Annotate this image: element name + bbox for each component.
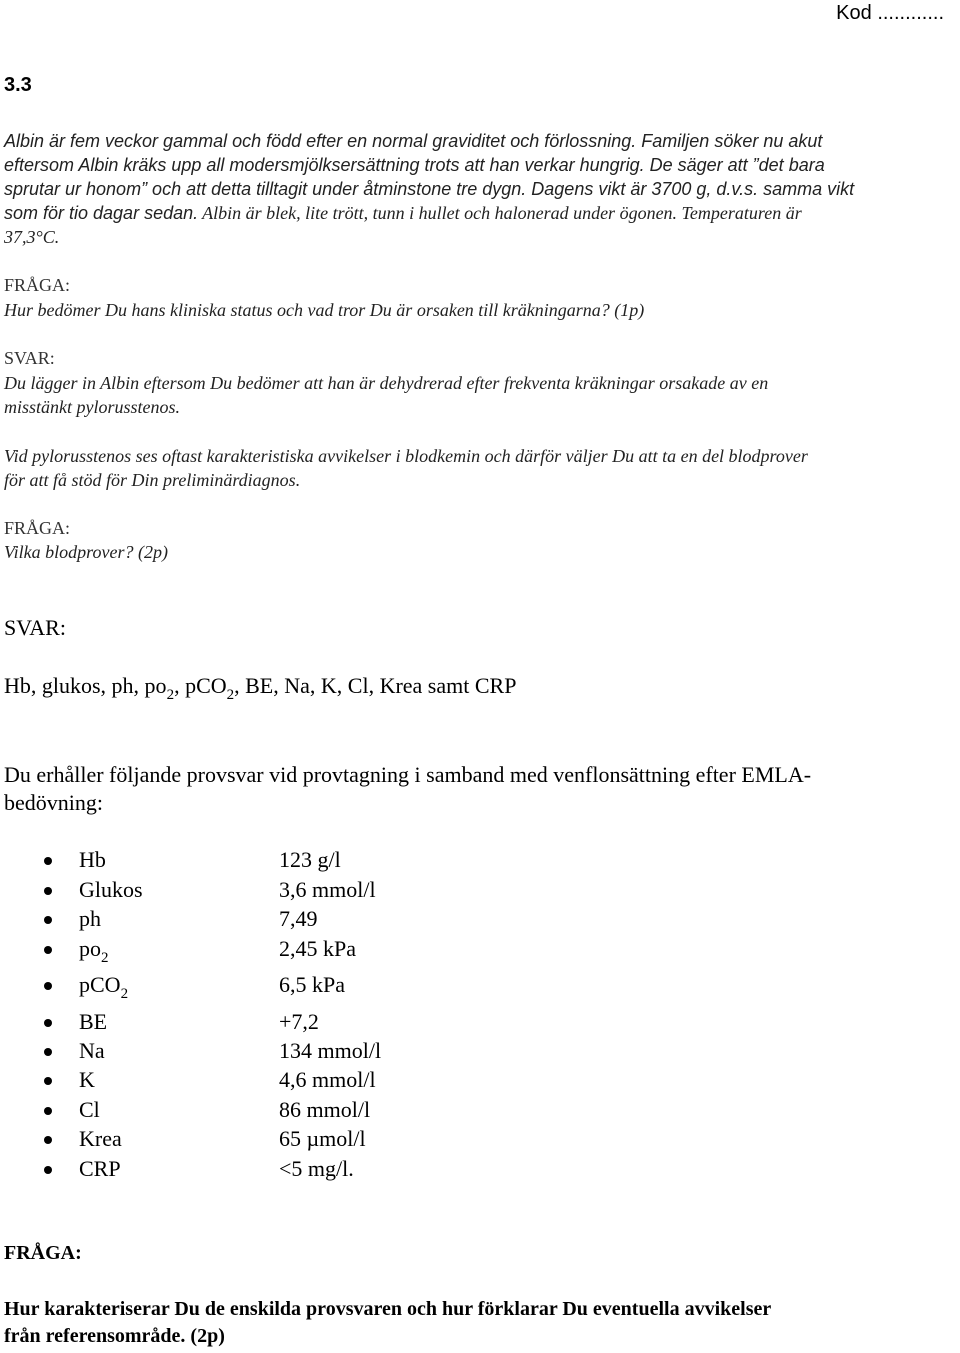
question-1-label: FRÅGA: <box>4 275 71 295</box>
lab-result-row <box>0 1008 600 1036</box>
lab-result-value: 86 mmol/l <box>279 1097 371 1122</box>
lab-result-row <box>0 1037 600 1065</box>
lab-result-name <box>79 846 106 874</box>
lab-result-name-text: K <box>79 1067 95 1092</box>
lab-result-row <box>0 1125 600 1153</box>
results-intro-line-2: bedövning: <box>4 790 103 815</box>
question-3-line-2: från referensområde. (2p) <box>4 1325 225 1347</box>
lab-result-name <box>79 1066 95 1094</box>
bullet-icon <box>44 1136 52 1144</box>
exam-code: Kod ............ <box>836 2 944 24</box>
lab-result-row <box>0 935 600 966</box>
info-line-1: Vid pylorusstenos ses oftast karakteristiska avvikelser i blodkemin och därför väljer Du att ta en del blodprover <box>4 446 808 466</box>
lab-result-value: 7,49 <box>279 906 318 931</box>
question-3-label: FRÅGA: <box>4 1242 82 1264</box>
case-line-4a: som för tio dagar sedan. <box>4 203 199 223</box>
answer-2-part-1: Hb, glukos, ph, po <box>4 673 167 698</box>
lab-result-name <box>79 971 129 1002</box>
lab-result-row <box>0 905 600 933</box>
lab-result-value: 3,6 mmol/l <box>279 877 376 902</box>
lab-result-value: 65 µmol/l <box>279 1126 366 1151</box>
answer-2-sub-2: 2 <box>226 687 235 703</box>
bullet-icon <box>44 946 52 954</box>
answer-1-label: SVAR: <box>4 348 55 368</box>
lab-result-name-text: Hb <box>79 847 106 872</box>
lab-result-name-text: ph <box>79 906 101 931</box>
question-3-line-1: Hur karakteriserar Du de enskilda provsvaren och hur förklarar Du eventuella avvikelser <box>4 1298 772 1320</box>
answer-2-text <box>4 672 517 703</box>
case-line-4 <box>4 201 802 225</box>
lab-result-row <box>0 1096 600 1124</box>
lab-result-row <box>0 971 600 1002</box>
lab-result-row <box>0 876 600 904</box>
lab-result-name-text: Krea <box>79 1126 122 1151</box>
question-2-text: Vilka blodprover? (2p) <box>4 542 168 562</box>
results-intro-line-1: Du erhåller följande provsvar vid provtagning i samband med venflonsättning efter EMLA- <box>4 762 812 787</box>
lab-result-value: 6,5 kPa <box>279 972 345 997</box>
lab-result-name <box>79 1008 107 1036</box>
lab-result-name <box>79 935 109 966</box>
answer-2-sub-1: 2 <box>166 687 175 703</box>
bullet-icon <box>44 1166 52 1174</box>
bullet-icon <box>44 1048 52 1056</box>
lab-result-name-text: CRP <box>79 1156 121 1181</box>
bullet-icon <box>44 887 52 895</box>
lab-result-row <box>0 846 600 874</box>
lab-result-subscript: 2 <box>101 950 109 966</box>
bullet-icon <box>44 1107 52 1115</box>
lab-result-value: <5 mg/l. <box>279 1156 354 1181</box>
bullet-icon <box>44 1077 52 1085</box>
lab-result-value: +7,2 <box>279 1009 319 1034</box>
case-line-5: 37,3°C. <box>4 227 60 247</box>
lab-result-subscript: 2 <box>120 986 129 1002</box>
lab-results-list <box>0 846 600 1186</box>
lab-result-value: 134 mmol/l <box>279 1038 382 1063</box>
lab-result-row <box>0 1155 600 1183</box>
case-line-4b: Albin är blek, lite trött, tunn i hullet och halonerad under ögonen. Temperaturen är <box>202 203 802 223</box>
lab-result-name <box>79 1096 100 1124</box>
case-line-3: sprutar ur honom” och att detta tilltagit under åtminstone tre dygn. Dagens vikt är 3700 g, d.v.s. samma vikt <box>4 179 855 199</box>
answer-1-line-2: misstänkt pylorusstenos. <box>4 397 181 417</box>
lab-result-name <box>79 1155 121 1183</box>
lab-result-name-text: Glukos <box>79 877 143 902</box>
lab-result-value: 4,6 mmol/l <box>279 1067 376 1092</box>
lab-result-name <box>79 1125 122 1153</box>
answer-2-part-2: , pCO <box>174 673 227 698</box>
lab-result-row <box>0 1066 600 1094</box>
lab-result-name-text: po <box>79 936 101 961</box>
bullet-icon <box>44 857 52 865</box>
lab-result-name-text: Na <box>79 1038 105 1063</box>
lab-result-name <box>79 1037 105 1065</box>
section-number: 3.3 <box>4 74 32 96</box>
lab-result-name-text: pCO <box>79 972 121 997</box>
question-1-text: Hur bedömer Du hans kliniska status och vad tror Du är orsaken till kräkningarna? (1p) <box>4 300 645 320</box>
lab-result-name-text: Cl <box>79 1097 100 1122</box>
lab-result-name <box>79 905 101 933</box>
info-line-2: för att få stöd för Din preliminärdiagnos. <box>4 470 301 490</box>
lab-result-value: 2,45 kPa <box>279 936 356 961</box>
bullet-icon <box>44 1019 52 1027</box>
case-line-2: eftersom Albin kräks upp all modersmjölksersättning trots att han verkar hungrig. De säger att ”det bara <box>4 155 825 175</box>
question-2-label: FRÅGA: <box>4 518 71 538</box>
lab-result-name-text: BE <box>79 1009 108 1034</box>
lab-result-name <box>79 876 143 904</box>
answer-1-line-1: Du lägger in Albin eftersom Du bedömer att han är dehydrerad efter frekventa kräkningar orsakade av en <box>4 373 769 393</box>
lab-result-value: 123 g/l <box>279 847 341 872</box>
bullet-icon <box>44 916 52 924</box>
answer-2-label: SVAR: <box>4 615 66 640</box>
case-line-1: Albin är fem veckor gammal och född efter en normal graviditet och förlossning. Familjen söker nu akut <box>4 131 823 151</box>
bullet-icon <box>44 982 52 990</box>
answer-2-part-3: , BE, Na, K, Cl, Krea samt CRP <box>234 673 517 698</box>
